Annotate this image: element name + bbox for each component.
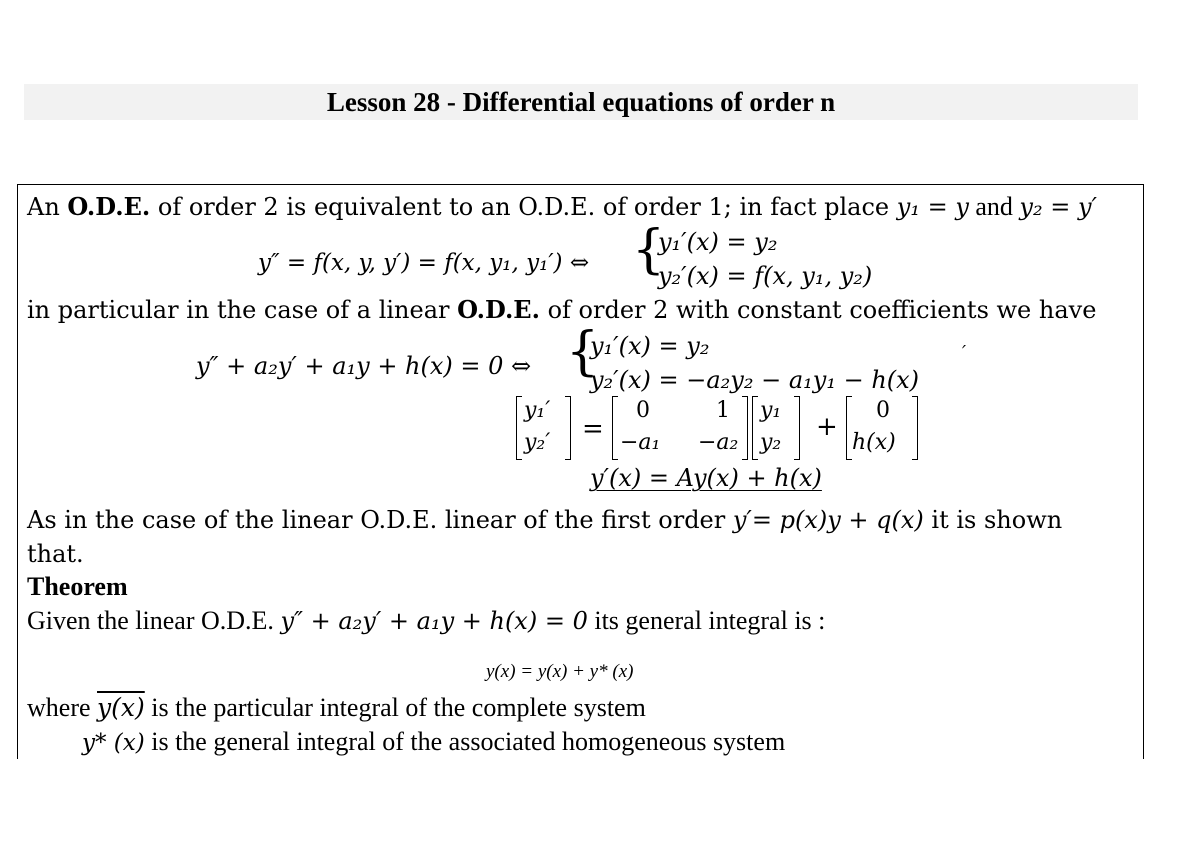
where-line-2 [82,729,785,755]
linear-text-b: of order 2 with constant coefficients we have [539,296,1097,324]
first-order-text-b: it is shown [923,506,1063,534]
general-integral [486,662,633,681]
math-y2: y₂ = y′ [1019,193,1097,221]
brace-2: { [566,322,600,382]
linear-case-line [27,295,1097,324]
vec-right-bracket-open [752,396,758,460]
theorem-text-a: Given the linear O.D.E. [27,606,281,635]
vec-right-bracket-close [794,396,800,460]
where-line-1 [27,695,646,721]
where1-text-a: where [27,693,98,722]
vector-equation: y′(x) = Ay(x) + h(x) [590,464,822,492]
equation-2-trail: ′ [962,342,967,363]
first-order-line [27,508,1062,532]
where2-math: y* (x) [82,730,145,756]
math-y1: y₁ = y [896,193,969,221]
matrix-plus: + [816,412,838,442]
equation-2-row1: y₁′(x) = y₂ [590,332,710,360]
matrix-r2c1: −a₁ [620,430,661,455]
ode-bold: O.D.E. [67,192,151,221]
where1-math: y(x) [97,693,145,722]
brace-1: { [632,220,666,280]
ode-bold-2: O.D.E. [457,295,540,324]
vec-left-2: y₂′ [524,430,551,455]
first-order-math: y′= p(x)y + q(x) [732,506,924,534]
and-word: and [968,192,1020,221]
vec-left-bracket-open [516,396,522,460]
theorem-math: y″ + a₂y′ + a₁y + h(x) = 0 [280,607,588,635]
vec-h-1: 0 [876,398,890,423]
vec-h-bracket-close [912,396,918,460]
first-order-text-a: As in the case of the linear O.D.E. linear of the first order [27,506,733,534]
equation-2-row2: y₂′(x) = −a₂y₂ − a₁y₁ − h(x) [590,366,920,394]
theorem-statement [27,608,825,634]
vec-right-2: y₂ [760,430,782,455]
equation-2-lhs: y″ + a₂y′ + a₁y + h(x) = 0 ⇔ [196,352,532,380]
general-integral-formula: y(x) = y(x) + y* (x) [486,661,634,682]
matrix-equals: = [582,414,604,444]
intro-text-a: An [27,193,68,221]
theorem-text-b: its general integral is : [587,606,826,635]
vec-right-1: y₁ [760,398,782,423]
matrix-r1c1: 0 [636,398,650,423]
matrix-bracket-close [742,396,748,460]
equation-1-row2: y₂′(x) = f(x, y₁, y₂) [658,262,873,290]
matrix-bracket-open [612,396,618,460]
matrix-r1c2: 1 [716,398,730,423]
vec-left-1: y₁′ [524,398,551,423]
equation-1-row1: y₁′(x) = y₂ [658,228,778,256]
vec-left-bracket-close [565,396,571,460]
vec-h-2: h(x) [852,430,896,455]
theorem-heading: Theorem [27,572,128,601]
where2-text-b: is the general integral of the associated homogeneous system [144,727,786,756]
linear-text-a: in particular in the case of a linear [27,296,458,324]
where1-text-b: is the particular integral of the complete system [144,693,646,722]
equation-1-lhs: y″ = f(x, y, y′) = f(x, y₁, y₁′) ⇔ [258,250,590,276]
intro-line [27,194,1097,220]
intro-text-b: of order 2 is equivalent to an O.D.E. of order 1; in fact place [150,193,897,221]
matrix-r2c2: −a₂ [698,430,739,455]
that-line: that. [27,540,84,568]
lesson-title: Lesson 28 - Differential equations of order n [326,87,836,117]
